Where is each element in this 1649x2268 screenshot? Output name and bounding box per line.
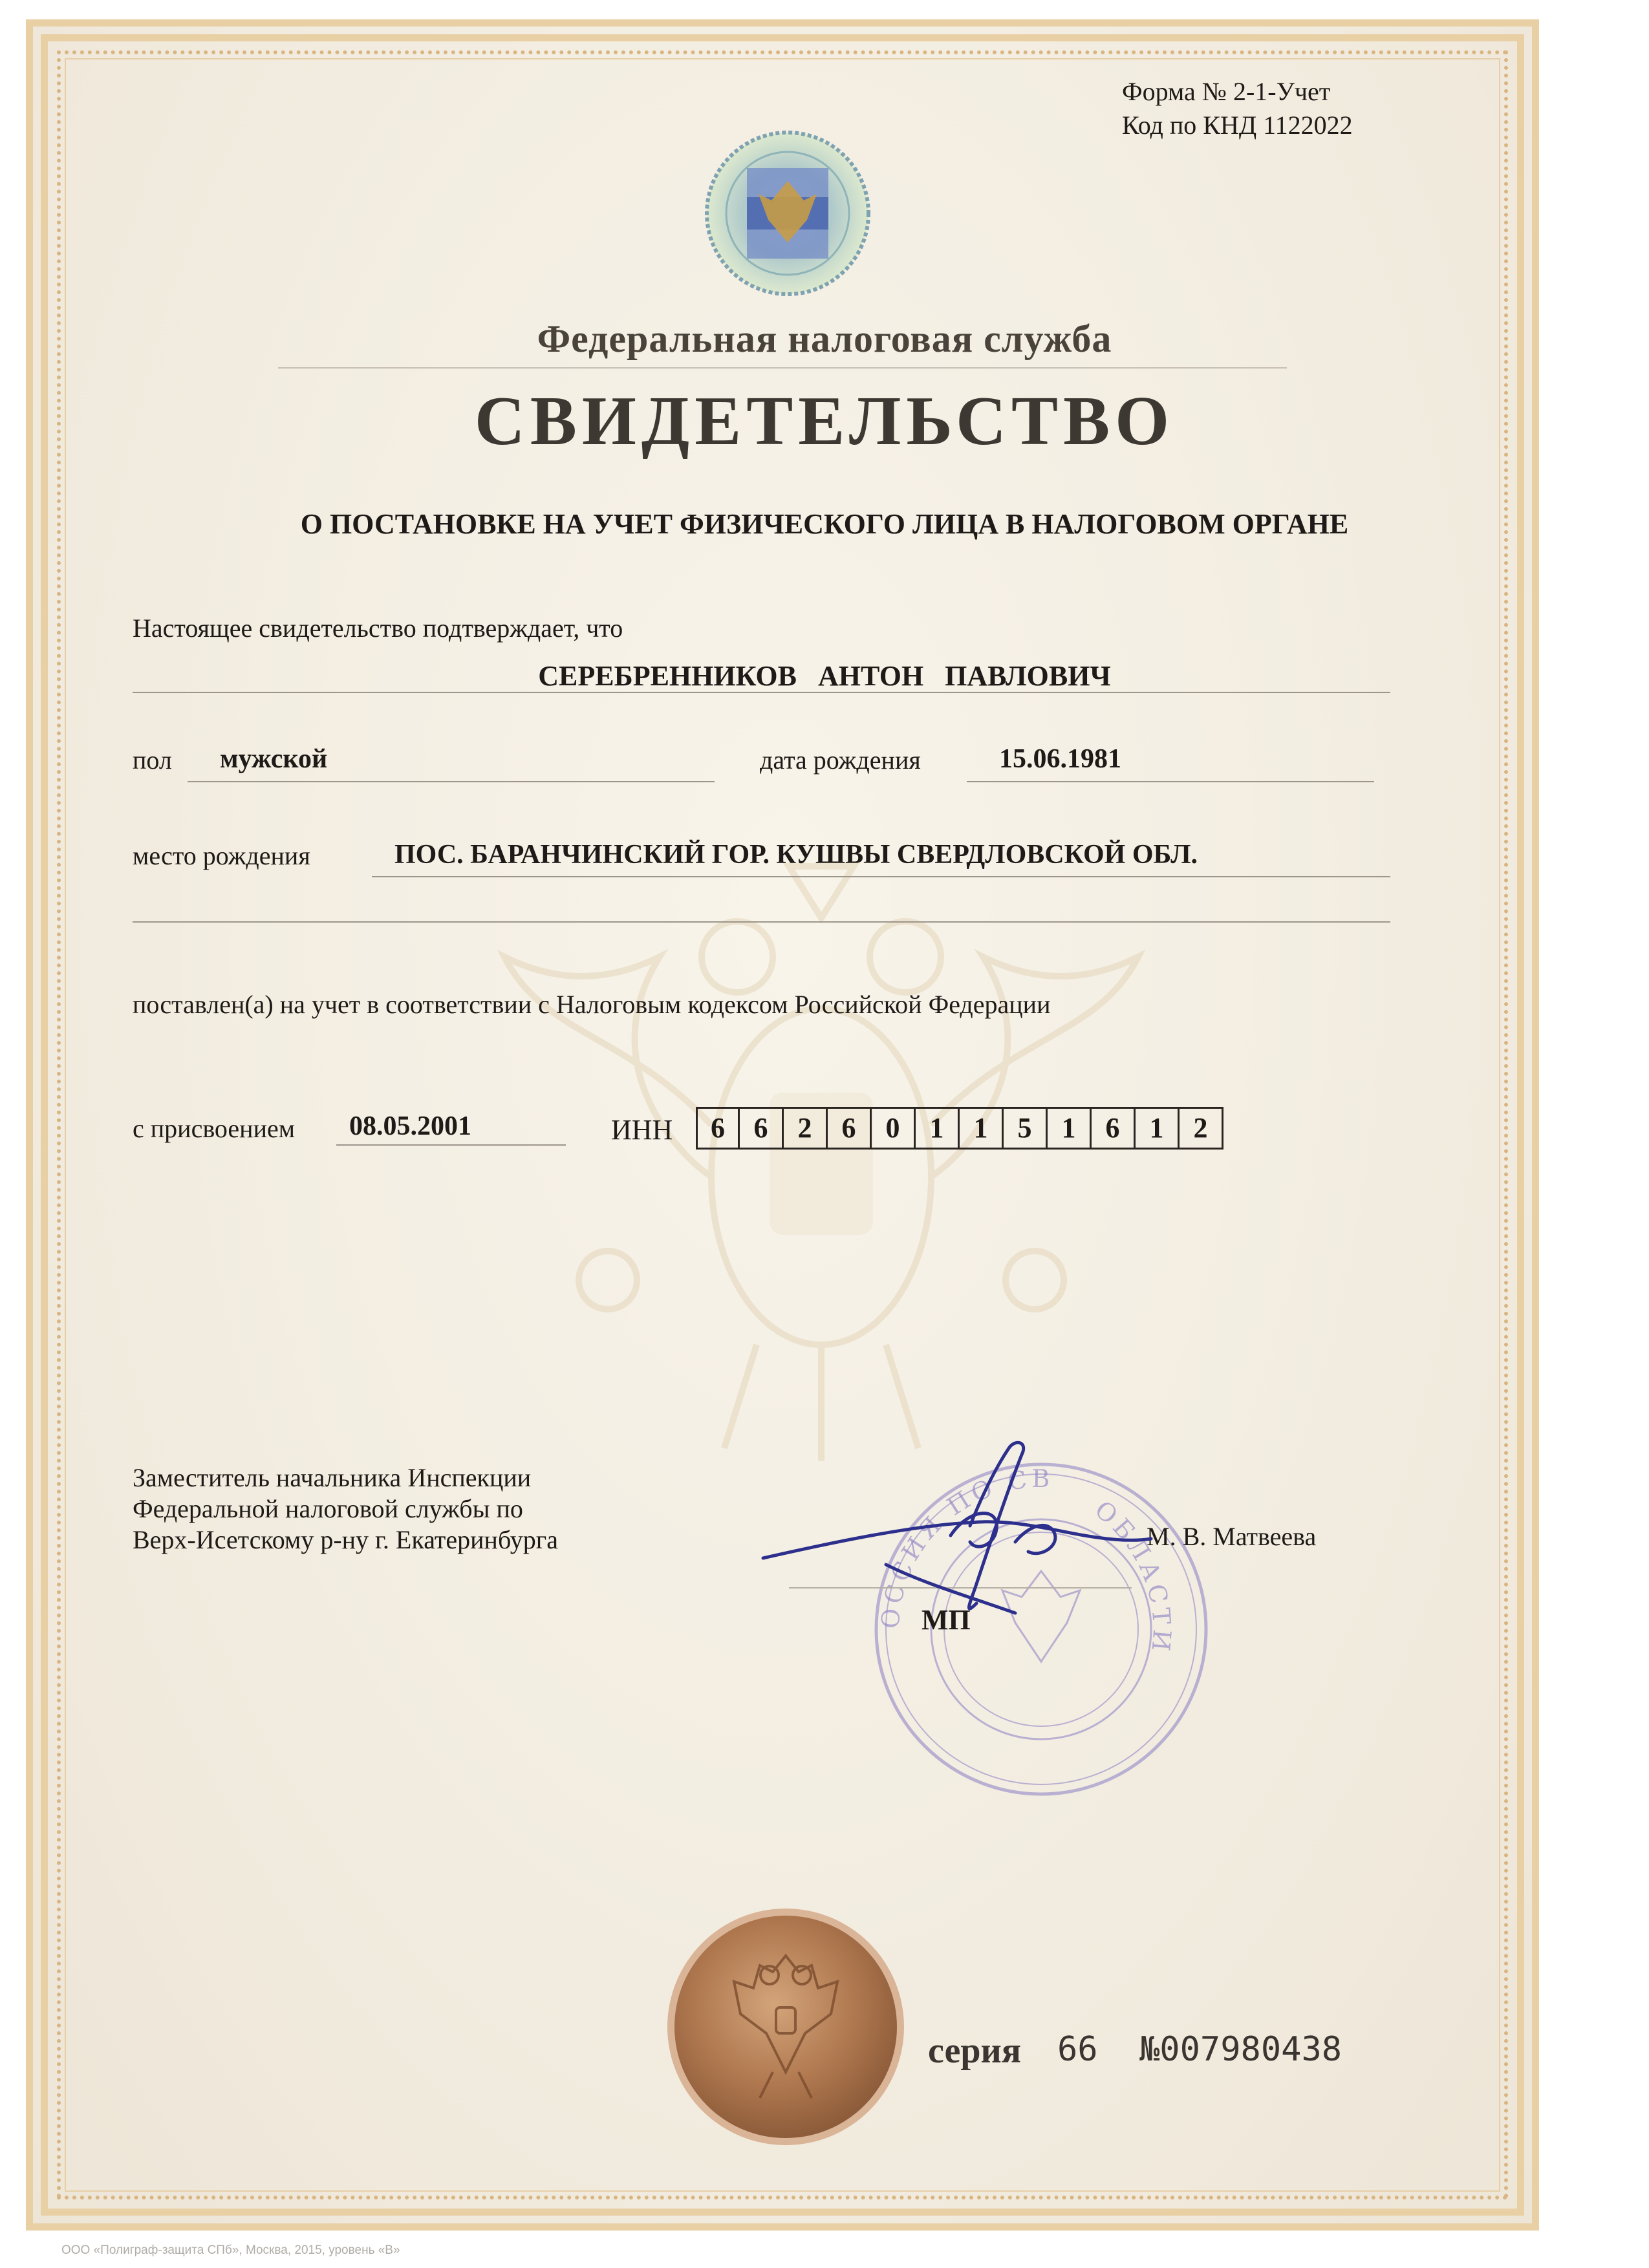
inn-digit-cell: 1: [1136, 1107, 1180, 1150]
person-full-name: СЕРЕБРЕННИКОВ АНТОН ПАВЛОВИЧ: [538, 660, 1111, 692]
form-number: Форма № 2-1-Учет: [1122, 77, 1331, 106]
gold-eagle-seal-icon: [663, 1904, 909, 2150]
sex-label: пол: [133, 745, 172, 775]
birthplace-value: ПОС. БАРАНЧИНСКИЙ ГОР. КУШВЫ СВЕРДЛОВСКОЙ ОБЛ.: [394, 840, 1198, 870]
series-label: серия: [928, 2031, 1022, 2071]
agency-underline: [278, 367, 1287, 369]
birthplace-underline-2: [133, 921, 1390, 923]
assignment-date-underline: [336, 1144, 566, 1146]
inn-digit-cell: 6: [740, 1107, 784, 1150]
assignment-date: 08.05.2001: [349, 1111, 471, 1141]
stamp-text-inner: ОБЛАСТИ: [1089, 1495, 1177, 1656]
inn-digit-cell: 1: [916, 1107, 960, 1150]
name-underline: [133, 692, 1390, 693]
inn-digit-cell: 6: [696, 1107, 740, 1150]
handwritten-signature-icon: [757, 1429, 1158, 1623]
registered-text: поставлен(а) на учет в соответствии с Налоговым кодексом Российской Федерации: [133, 990, 1051, 1019]
printer-note: ООО «Полиграф-защита СПб», Москва, 2015, уровень «В»: [61, 2243, 400, 2257]
birthplace-label: место рождения: [133, 841, 310, 870]
document-title: СВИДЕТЕЛЬСТВО: [474, 383, 1175, 460]
inn-digit-cell: 5: [1004, 1107, 1048, 1150]
assignment-label: с присвоением: [133, 1114, 296, 1143]
inn-digit-cell: 1: [1048, 1107, 1092, 1150]
inn-digit-cell: 6: [1092, 1107, 1136, 1150]
inn-label: ИНН: [611, 1114, 673, 1146]
signatory-name: М. В. Матвеева: [1147, 1522, 1317, 1551]
stamp-text-top: ОССИЯ ПО СВ: [876, 1464, 1054, 1630]
mp-label: МП: [921, 1604, 971, 1636]
dob-value: 15.06.1981: [999, 744, 1121, 774]
signatory-line-3: Верх-Исетскому р-ну г. Екатеринбурга: [133, 1525, 558, 1554]
document-subtitle: О ПОСТАНОВКЕ НА УЧЕТ ФИЗИЧЕСКОГО ЛИЦА В НАЛОГОВОМ ОРГАНЕ: [300, 508, 1349, 540]
certificate-number: №007980438: [1139, 2030, 1342, 2069]
sex-underline: [188, 781, 715, 782]
inn-digit-cell: 0: [872, 1107, 916, 1150]
inn-digit-cell: 6: [828, 1107, 872, 1150]
dob-label: дата рождения: [760, 745, 921, 775]
inn-digit-cell: 2: [1180, 1107, 1223, 1150]
agency-name: Федеральная налоговая служба: [537, 317, 1112, 360]
birthplace-underline: [372, 876, 1390, 877]
inn-digit-cell: 1: [960, 1107, 1004, 1150]
signatory-line-1: Заместитель начальника Инспекции: [133, 1463, 532, 1492]
knd-code: Код по КНД 1122022: [1122, 111, 1353, 140]
signatory-line-2: Федеральной налоговой службы по: [133, 1494, 523, 1523]
sex-value: мужской: [220, 744, 328, 774]
dob-underline: [967, 781, 1374, 782]
inn-digit-cell: 2: [784, 1107, 828, 1150]
hologram-eagle-emblem-icon: [694, 129, 881, 297]
series-value: 66: [1057, 2030, 1098, 2069]
certify-text: Настоящее свидетельство подтверждает, что: [133, 614, 623, 643]
